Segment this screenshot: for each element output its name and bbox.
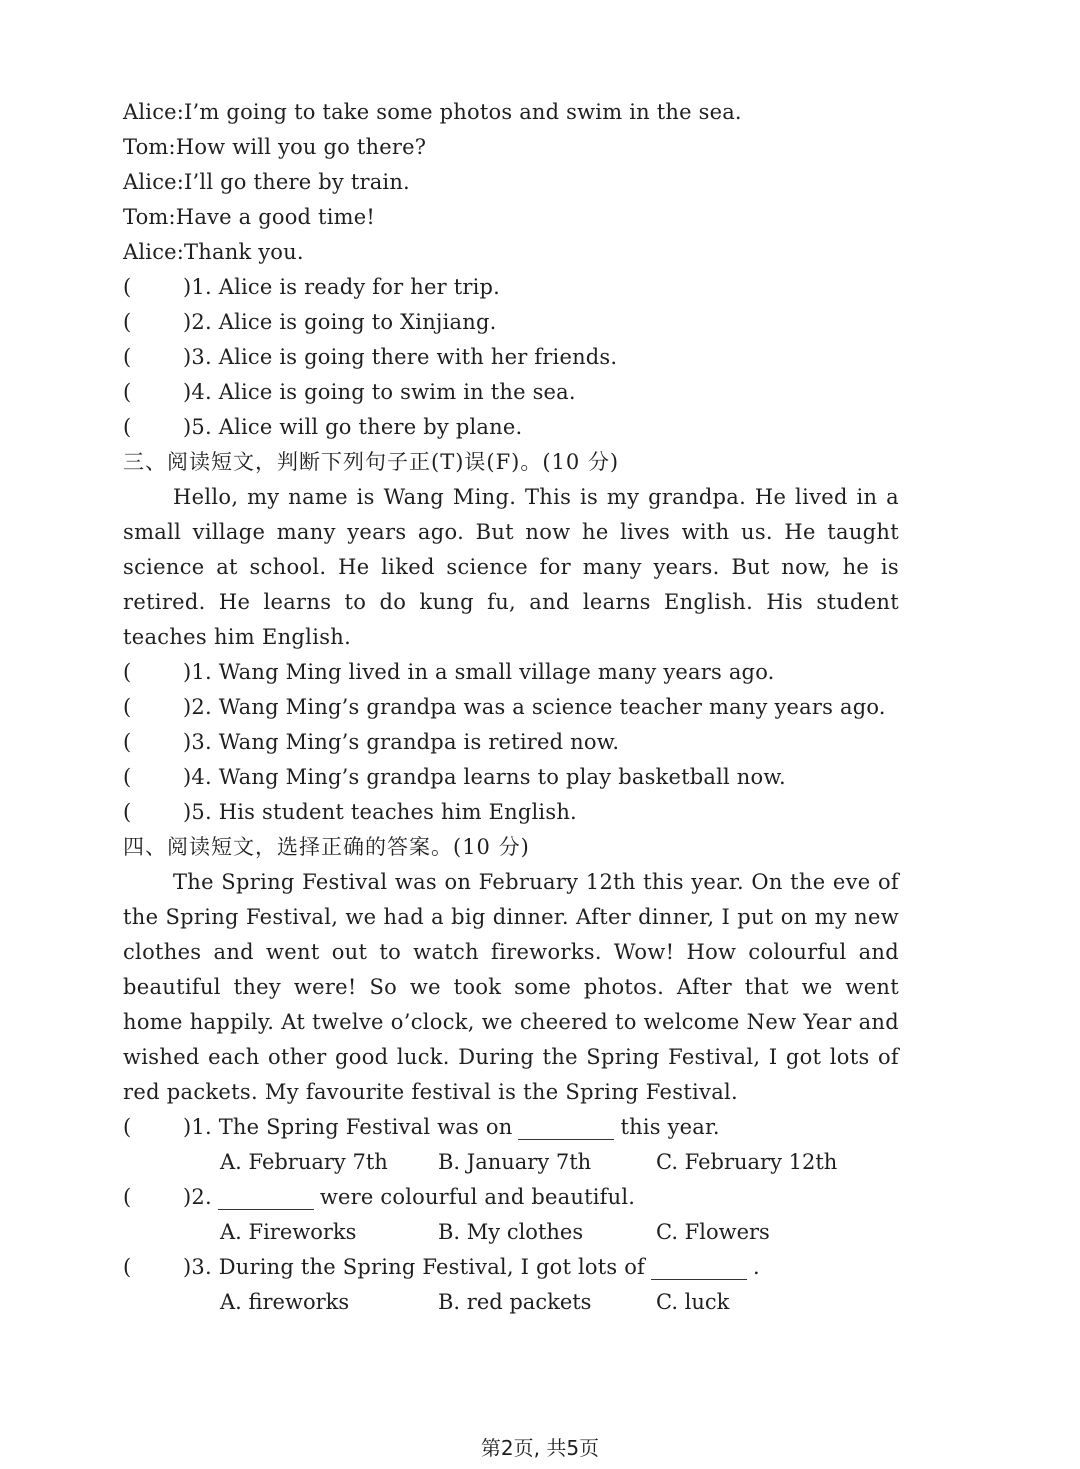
question-text: )3. During the Spring Festival, I got lots of bbox=[183, 1255, 646, 1279]
option-b: B. My clothes bbox=[438, 1220, 584, 1244]
answer-bracket[interactable]: ( bbox=[123, 1115, 132, 1139]
answer-bracket[interactable]: ( bbox=[123, 765, 132, 789]
dialogue-line: Tom:How will you go there? bbox=[123, 135, 427, 159]
question-text: )2. bbox=[183, 1185, 212, 1209]
option-c: C. luck bbox=[656, 1290, 730, 1314]
question-text: )5. His student teaches him English. bbox=[183, 800, 577, 824]
option-a: A. Fireworks bbox=[220, 1220, 357, 1244]
option-c: C. Flowers bbox=[656, 1220, 770, 1244]
option-a: A. fireworks bbox=[220, 1290, 350, 1314]
section4-heading: 四、阅读短文，选择正确的答案。(10 分) bbox=[123, 835, 530, 859]
part2-questions bbox=[123, 270, 899, 445]
question-item bbox=[123, 375, 899, 410]
section3-questions bbox=[123, 655, 899, 830]
question-item bbox=[123, 760, 899, 795]
question-item bbox=[123, 655, 899, 690]
question-text: )3. Wang Ming’s grandpa is retired now. bbox=[183, 730, 620, 754]
answer-bracket[interactable]: ( bbox=[123, 1255, 132, 1279]
dialogue-line: Alice:I’m going to take some photos and swim in the sea. bbox=[123, 100, 742, 124]
option-c: C. February 12th bbox=[656, 1150, 838, 1174]
question-text: )4. Wang Ming’s grandpa learns to play basketball now. bbox=[183, 765, 786, 789]
option-b: B. red packets bbox=[438, 1290, 592, 1314]
answer-bracket[interactable]: ( bbox=[123, 345, 132, 369]
question-text-after: . bbox=[753, 1255, 760, 1279]
answer-bracket[interactable]: ( bbox=[123, 800, 132, 824]
question-text: )1. Wang Ming lived in a small village many years ago. bbox=[183, 660, 775, 684]
page-footer: 第2页, 共5页 bbox=[480, 1436, 600, 1460]
question-item bbox=[123, 725, 899, 760]
question-item bbox=[123, 1180, 899, 1215]
answer-bracket[interactable]: ( bbox=[123, 310, 132, 334]
answer-bracket[interactable]: ( bbox=[123, 415, 132, 439]
question-text: )5. Alice will go there by plane. bbox=[183, 415, 523, 439]
question-item bbox=[123, 795, 899, 830]
question-item bbox=[123, 1110, 899, 1145]
question-text: )4. Alice is going to swim in the sea. bbox=[183, 380, 576, 404]
exam-page bbox=[123, 95, 899, 1320]
fill-blank[interactable] bbox=[651, 1257, 747, 1280]
fill-blank[interactable] bbox=[218, 1187, 314, 1210]
question-text-after: this year. bbox=[620, 1115, 720, 1139]
option-a: A. February 7th bbox=[220, 1150, 388, 1174]
question-text: )3. Alice is going there with her friends. bbox=[183, 345, 618, 369]
dialogue-line: Tom:Have a good time! bbox=[123, 205, 375, 229]
section3-passage: Hello, my name is Wang Ming. This is my grandpa. He lived in a small village many years ago. But now he lives with us. He taught science at school. He liked science for many years. But now, he is retired. He learns to do kung fu, and learns English. His student teaches him English. bbox=[123, 485, 899, 649]
section4-questions bbox=[123, 1110, 899, 1320]
answer-bracket[interactable]: ( bbox=[123, 730, 132, 754]
options-row bbox=[123, 1145, 899, 1180]
question-item bbox=[123, 410, 899, 445]
question-item bbox=[123, 270, 899, 305]
question-text: )2. Alice is going to Xinjiang. bbox=[183, 310, 497, 334]
answer-bracket[interactable]: ( bbox=[123, 1185, 132, 1209]
answer-bracket[interactable]: ( bbox=[123, 695, 132, 719]
question-text: )2. Wang Ming’s grandpa was a science teacher many years ago. bbox=[183, 695, 886, 719]
answer-bracket[interactable]: ( bbox=[123, 380, 132, 404]
dialogue-line: Alice:I’ll go there by train. bbox=[123, 170, 410, 194]
question-item bbox=[123, 690, 899, 725]
fill-blank[interactable] bbox=[518, 1117, 614, 1140]
dialogue-line: Alice:Thank you. bbox=[123, 240, 304, 264]
dialogue-block bbox=[123, 95, 899, 270]
question-text: )1. Alice is ready for her trip. bbox=[183, 275, 501, 299]
section4-passage: The Spring Festival was on February 12th this year. On the eve of the Spring Festival, we had a big dinner. After dinner, I put on my new clothes and went out to watch fireworks. Wow! How colourful and beautiful they were! So we took some photos. After that we went home happily. At twelve o’clock, we cheered to welcome New Year and wished each other good luck. During the Spring Festival, I got lots of red packets. My favourite festival is the Spring Festival. bbox=[123, 870, 899, 1104]
question-item bbox=[123, 340, 899, 375]
section3-heading: 三、阅读短文，判断下列句子正(T)误(F)。(10 分) bbox=[123, 450, 620, 474]
answer-bracket[interactable]: ( bbox=[123, 660, 132, 684]
question-text: )1. The Spring Festival was on bbox=[183, 1115, 513, 1139]
answer-bracket[interactable]: ( bbox=[123, 275, 132, 299]
option-b: B. January 7th bbox=[438, 1150, 592, 1174]
question-item bbox=[123, 305, 899, 340]
question-item bbox=[123, 1250, 899, 1285]
options-row bbox=[123, 1215, 899, 1250]
question-text-after: were colourful and beautiful. bbox=[319, 1185, 636, 1209]
options-row bbox=[123, 1285, 899, 1320]
